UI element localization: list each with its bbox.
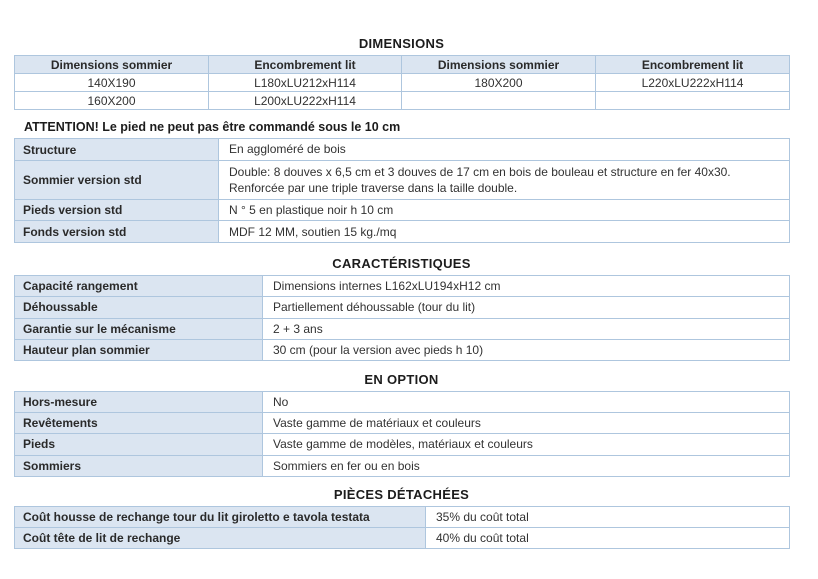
table-row xyxy=(15,391,790,412)
row-label: Structure xyxy=(15,139,219,161)
row-value: 30 cm (pour la version avec pieds h 10) xyxy=(263,339,790,360)
table-row xyxy=(15,506,790,527)
table-row xyxy=(15,527,790,548)
row-value: Double: 8 douves x 6,5 cm et 3 douves de 17 cm en bois de bouleau et structure en fer 40x30. Renforcée par une triple traverse dans la taille double. xyxy=(219,161,790,200)
row-label: Hauteur plan sommier xyxy=(15,339,263,360)
section-title-dimensions: DIMENSIONS xyxy=(358,36,445,51)
table-row xyxy=(15,413,790,434)
section-title-en-option: EN OPTION xyxy=(364,371,439,387)
row-value: N ° 5 en plastique noir h 10 cm xyxy=(219,200,790,221)
row-value: MDF 12 MM, soutien 15 kg./mq xyxy=(219,221,790,243)
table-row xyxy=(15,339,790,360)
caracteristiques-table xyxy=(14,275,790,361)
row-value: 35% du coût total xyxy=(426,506,790,527)
dimensions-cell: 160X200 xyxy=(15,92,209,110)
dimensions-cell: L180xLU212xH114 xyxy=(209,74,402,92)
dimensions-header-row xyxy=(15,56,790,74)
dimensions-cell xyxy=(402,92,596,110)
dimensions-header-cell: Encombrement lit xyxy=(596,56,790,74)
dimensions-table xyxy=(14,55,790,110)
row-label: Garantie sur le mécanisme xyxy=(15,318,263,339)
row-value: 2 + 3 ans xyxy=(263,318,790,339)
dimensions-header-cell: Dimensions sommier xyxy=(15,56,209,74)
row-label: Pieds xyxy=(15,434,263,455)
row-value: Partiellement déhoussable (tour du lit) xyxy=(263,297,790,318)
dimensions-cell: 140X190 xyxy=(15,74,209,92)
table-row xyxy=(15,455,790,476)
row-value: Vaste gamme de modèles, matériaux et couleurs xyxy=(263,434,790,455)
table-row xyxy=(15,434,790,455)
en-option-table xyxy=(14,391,790,477)
row-value: 40% du coût total xyxy=(426,527,790,548)
table-row xyxy=(15,74,790,92)
row-label: Sommiers xyxy=(15,455,263,476)
dimensions-header-cell: Encombrement lit xyxy=(209,56,402,74)
row-label: Coût housse de rechange tour du lit giroletto e tavola testata xyxy=(15,506,426,527)
row-label: Déhoussable xyxy=(15,297,263,318)
attention-note: ATTENTION! Le pied ne peut pas être commandé sous le 10 cm xyxy=(24,120,401,134)
table-row xyxy=(15,221,790,243)
row-value: Vaste gamme de matériaux et couleurs xyxy=(263,413,790,434)
table-row xyxy=(15,297,790,318)
table-row xyxy=(15,276,790,297)
row-label: Pieds version std xyxy=(15,200,219,221)
dimensions-cell: L220xLU222xH114 xyxy=(596,74,790,92)
row-label: Revêtements xyxy=(15,413,263,434)
row-value: Dimensions internes L162xLU194xH12 cm xyxy=(263,276,790,297)
row-label: Fonds version std xyxy=(15,221,219,243)
row-value: Sommiers en fer ou en bois xyxy=(263,455,790,476)
row-label: Capacité rangement xyxy=(15,276,263,297)
pieces-detachees-table xyxy=(14,506,790,549)
dimensions-cell: L200xLU222xH114 xyxy=(209,92,402,110)
section-title-caracteristiques: CARACTÉRISTIQUES xyxy=(332,256,471,272)
row-value: En aggloméré de bois xyxy=(219,139,790,161)
table-row xyxy=(15,200,790,221)
section-title-pieces-detachees: PIÈCES DÉTACHÉES xyxy=(333,486,470,502)
row-label: Hors-mesure xyxy=(15,391,263,412)
table-row xyxy=(15,139,790,161)
row-label: Coût tête de lit de rechange xyxy=(15,527,426,548)
table-row xyxy=(15,92,790,110)
structure-table xyxy=(14,138,790,243)
row-value: No xyxy=(263,391,790,412)
table-row xyxy=(15,318,790,339)
dimensions-cell xyxy=(596,92,790,110)
dimensions-header-cell: Dimensions sommier xyxy=(402,56,596,74)
table-row xyxy=(15,161,790,200)
dimensions-cell: 180X200 xyxy=(402,74,596,92)
row-label: Sommier version std xyxy=(15,161,219,200)
